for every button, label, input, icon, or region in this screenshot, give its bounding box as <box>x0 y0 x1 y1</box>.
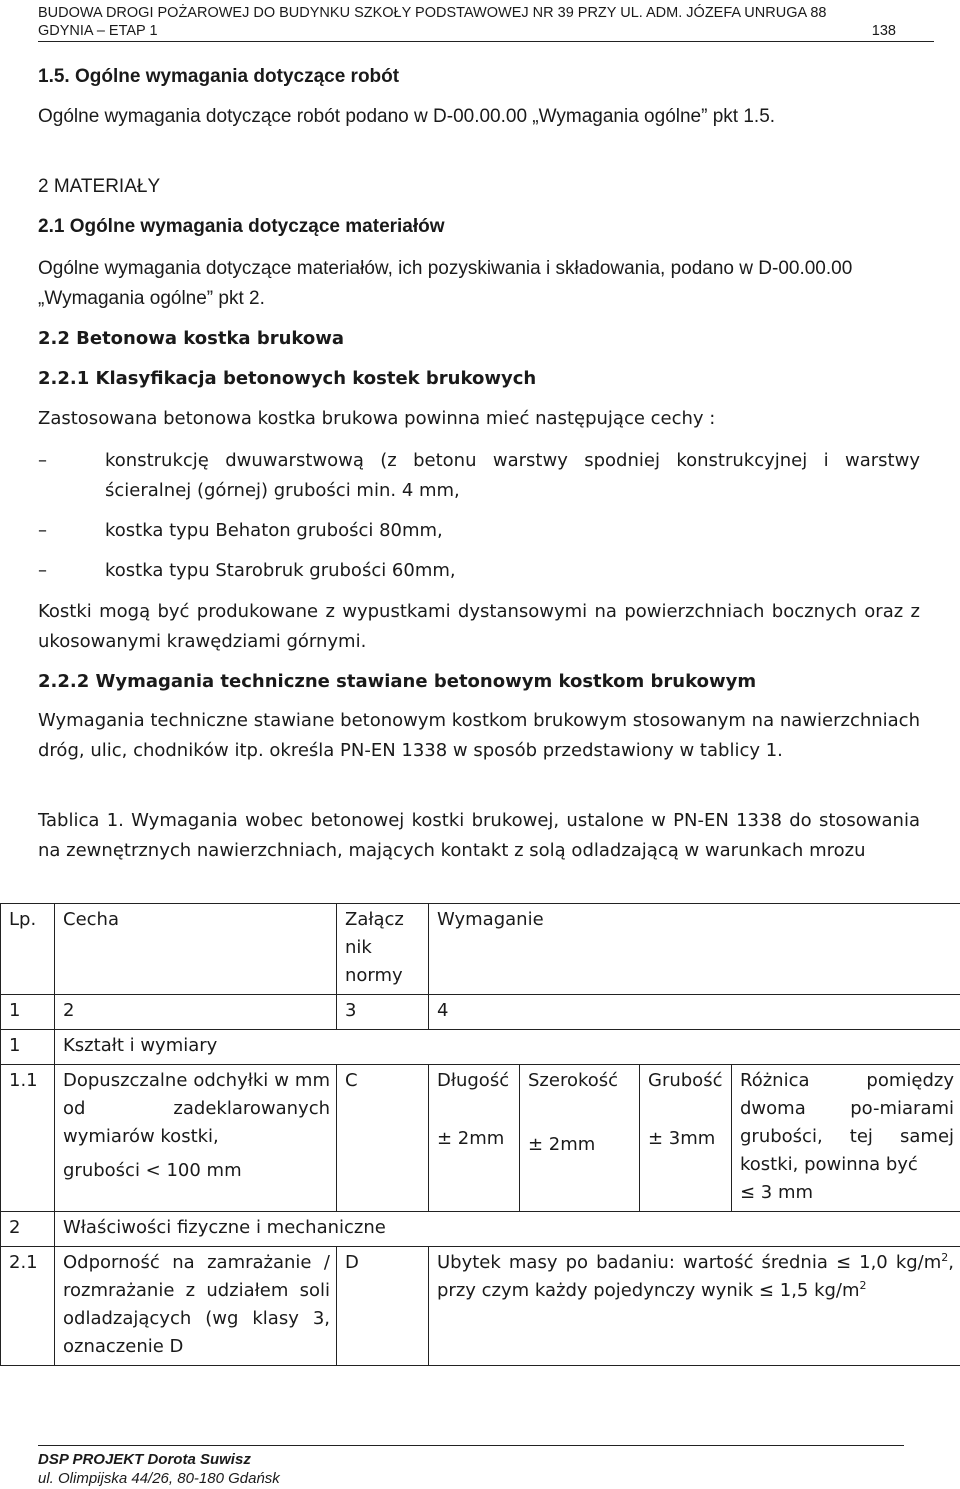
bullet-dash: – <box>38 560 47 581</box>
row-lp: 1.1 <box>1 1065 55 1212</box>
bullet-text: konstrukcję dwuwarstwową (z betonu warstwy spodniej konstrukcyjnej i warstwy ścieralnej (górnej) grubości min. 4 mm, <box>105 450 920 501</box>
column-number: 1 <box>1 995 55 1030</box>
section-2-2-1-heading: 2.2.1 Klasyfikacja betonowych kostek brukowych <box>38 368 537 389</box>
table-group-row <box>1 1212 960 1247</box>
row-cecha <box>55 1065 337 1212</box>
section-1-5-text: Ogólne wymagania dotyczące robót podano w D-00.00.00 „Wymagania ogólne” pkt 1.5. <box>38 106 776 127</box>
section-2-1-heading: 2.1 Ogólne wymagania dotyczące materiałów <box>38 216 445 237</box>
bullet-item <box>38 556 920 586</box>
header-cecha: Cecha <box>55 904 337 995</box>
footer-address: ul. Olimpijska 44/26, 80-180 Gdańsk <box>38 1470 280 1487</box>
dlugosc-label: Długość <box>437 1070 510 1091</box>
row-cecha-text: Dopuszczalne odchyłki w mm od zadeklarowanych wymiarów kostki, <box>63 1070 330 1147</box>
column-number: 3 <box>337 995 429 1030</box>
group-lp: 1 <box>1 1030 55 1065</box>
row-cecha-thickness: grubości < 100 mm <box>63 1160 242 1181</box>
column-number: 4 <box>429 995 960 1030</box>
table-row <box>1 1065 960 1212</box>
szerokosc-value: ± 2mm <box>528 1134 596 1155</box>
wymaganie-part-a: Ubytek masy po badaniu: wartość średnia ≤ 1,0 kg/m <box>437 1252 942 1273</box>
row-cecha: Odporność na zamrażanie / rozmrażanie z udziałem soli odladzających (wg klasy 3, oznaczenie D <box>55 1247 337 1366</box>
roznica-text: Różnica pomiędzy dwoma po-miarami grubości, tej samej kostki, powinna być <box>740 1070 955 1175</box>
bullet-text: kostka typu Behaton grubości 80mm, <box>105 520 443 541</box>
group-label: Właściwości fizyczne i mechaniczne <box>55 1212 960 1247</box>
superscript: 2 <box>859 1279 867 1292</box>
table-caption: Tablica 1. Wymagania wobec betonowej kostki brukowej, ustalone w PN-EN 1338 do stosowania na zewnętrznych nawierzchniach, mających kontakt z solą odladzającą w warunkach mrozu <box>38 810 920 861</box>
header-divider <box>38 41 934 42</box>
section-2-2-1-outro: Kostki mogą być produkowane z wypustkami dystansowymi na powierzchniach bocznych oraz z ukosowanymi krawędziami górnymi. <box>38 601 920 652</box>
bullet-item <box>38 446 920 505</box>
cell-szerokosc <box>520 1065 640 1212</box>
bullet-text: kostka typu Starobruk grubości 60mm, <box>105 560 456 581</box>
cell-grubosc <box>640 1065 732 1212</box>
roznica-value: ≤ 3 mm <box>740 1182 814 1203</box>
header-title: BUDOWA DROGI POŻAROWEJ DO BUDYNKU SZKOŁY PODSTAWOWEJ NR 39 PRZY UL. ADM. JÓZEFA UNRUGA 88 <box>38 5 827 21</box>
footer-divider <box>38 1445 904 1446</box>
table-group-row <box>1 1030 960 1065</box>
table-header-row <box>1 904 960 995</box>
row-zalacznik: C <box>337 1065 429 1212</box>
section-2-heading: 2 MATERIAŁY <box>38 176 161 197</box>
wymaganie-part-b: , przy czym każdy pojedynczy wynik ≤ 1,5 kg/m <box>437 1252 955 1301</box>
table-row <box>1 1247 960 1366</box>
section-2-2-1-intro: Zastosowana betonowa kostka brukowa powinna mieć następujące cechy : <box>38 408 716 429</box>
superscript: 2 <box>941 1251 949 1264</box>
page-footer <box>38 1450 280 1488</box>
requirements-table <box>0 903 960 1366</box>
header-wymaganie: Wymaganie <box>429 904 960 995</box>
header-lp: Lp. <box>1 904 55 995</box>
section-1-5-heading: 1.5. Ogólne wymagania dotyczące robót <box>38 66 400 87</box>
group-label: Kształt i wymiary <box>55 1030 960 1065</box>
cell-roznica <box>732 1065 960 1212</box>
row-lp: 2.1 <box>1 1247 55 1366</box>
grubosc-label: Grubość <box>648 1070 723 1091</box>
dlugosc-value: ± 2mm <box>437 1128 505 1149</box>
page-header <box>38 4 910 40</box>
footer-company: DSP PROJEKT Dorota Suwisz <box>38 1451 251 1468</box>
section-2-2-2-text: Wymagania techniczne stawiane betonowym kostkom brukowym stosowanym na nawierzchniach dróg, ulic, chodników itp. określa PN-EN 1338 w sposób przedstawiony w tablicy 1. <box>38 710 920 761</box>
bullet-item <box>38 516 920 546</box>
grubosc-value: ± 3mm <box>648 1128 716 1149</box>
cell-dlugosc <box>429 1065 520 1212</box>
section-2-1-text: Ogólne wymagania dotyczące materiałów, ich pozyskiwania i składowania, podano w D-00.00.00 „Wymagania ogólne” pkt 2. <box>38 258 853 309</box>
row-zalacznik: D <box>337 1247 429 1366</box>
bullet-dash: – <box>38 450 47 471</box>
column-number: 2 <box>55 995 337 1030</box>
header-zalacznik: Załącz nik normy <box>337 904 429 995</box>
section-2-2-heading: 2.2 Betonowa kostka brukowa <box>38 328 345 349</box>
bullet-dash: – <box>38 520 47 541</box>
header-subtitle: GDYNIA – ETAP 1 <box>38 23 158 39</box>
row-wymaganie <box>429 1247 960 1366</box>
section-2-2-2-heading: 2.2.2 Wymagania techniczne stawiane betonowym kostkom brukowym <box>38 671 757 692</box>
table-number-row <box>1 995 960 1030</box>
group-lp: 2 <box>1 1212 55 1247</box>
page-number: 138 <box>871 23 896 39</box>
szerokosc-label: Szerokość <box>528 1070 619 1091</box>
